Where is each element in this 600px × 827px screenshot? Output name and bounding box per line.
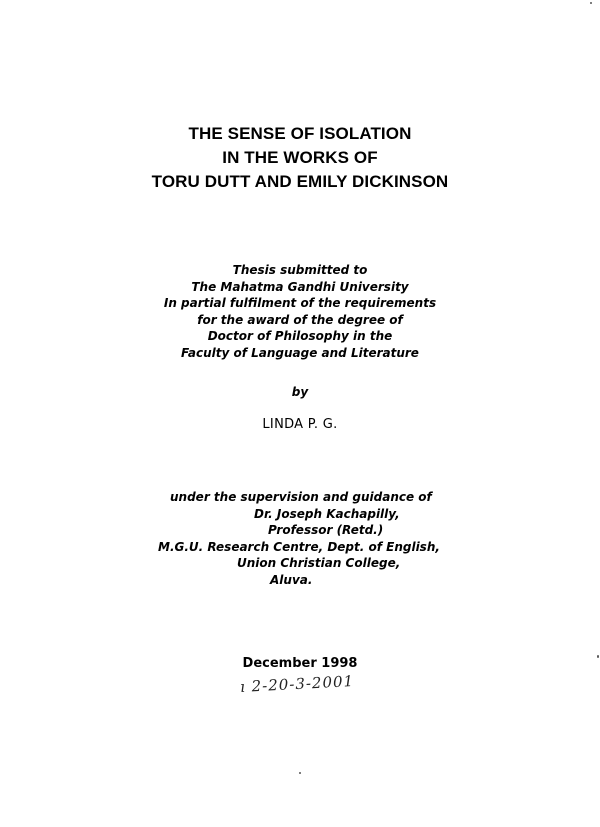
- supervisor-name: Dr. Joseph Kachapilly,: [254, 506, 400, 521]
- college-name: Union Christian College,: [237, 556, 401, 570]
- submission-date: December 1998: [242, 656, 358, 671]
- thesis-title: [0, 122, 600, 194]
- supervision-line-1: under the supervision and guidance of: [170, 490, 432, 504]
- college-location: Aluva.: [270, 572, 313, 587]
- supervisor-title: Professor (Retd.): [268, 523, 384, 537]
- supervision-block: [0, 489, 600, 588]
- scan-speck: [597, 655, 599, 658]
- submission-statement: [0, 262, 600, 361]
- title-line-3: TORU DUTT AND EMILY DICKINSON: [151, 172, 449, 191]
- title-line-1: THE SENSE OF ISOLATION: [188, 124, 412, 143]
- title-line-2: IN THE WORKS OF: [222, 148, 378, 167]
- submission-line-3: In partial fulfilment of the requirements: [163, 296, 437, 310]
- submission-line-4: for the award of the degree of: [197, 312, 403, 327]
- handwritten-date-note: ı 2-20-3-2001: [239, 672, 355, 696]
- supervisor-affiliation: M.G.U. Research Centre, Dept. of English,: [158, 539, 440, 554]
- submission-line-6: Faculty of Language and Literature: [181, 345, 419, 360]
- by-label: by: [291, 385, 309, 399]
- scan-speck: [590, 2, 592, 4]
- submission-line-2: The Mahatma Gandhi University: [191, 279, 409, 294]
- author-name: LINDA P. G.: [262, 417, 338, 432]
- scan-speck: [299, 772, 301, 774]
- submission-line-5: Doctor of Philosophy in the: [207, 329, 393, 343]
- submission-line-1: Thesis submitted to: [232, 263, 368, 277]
